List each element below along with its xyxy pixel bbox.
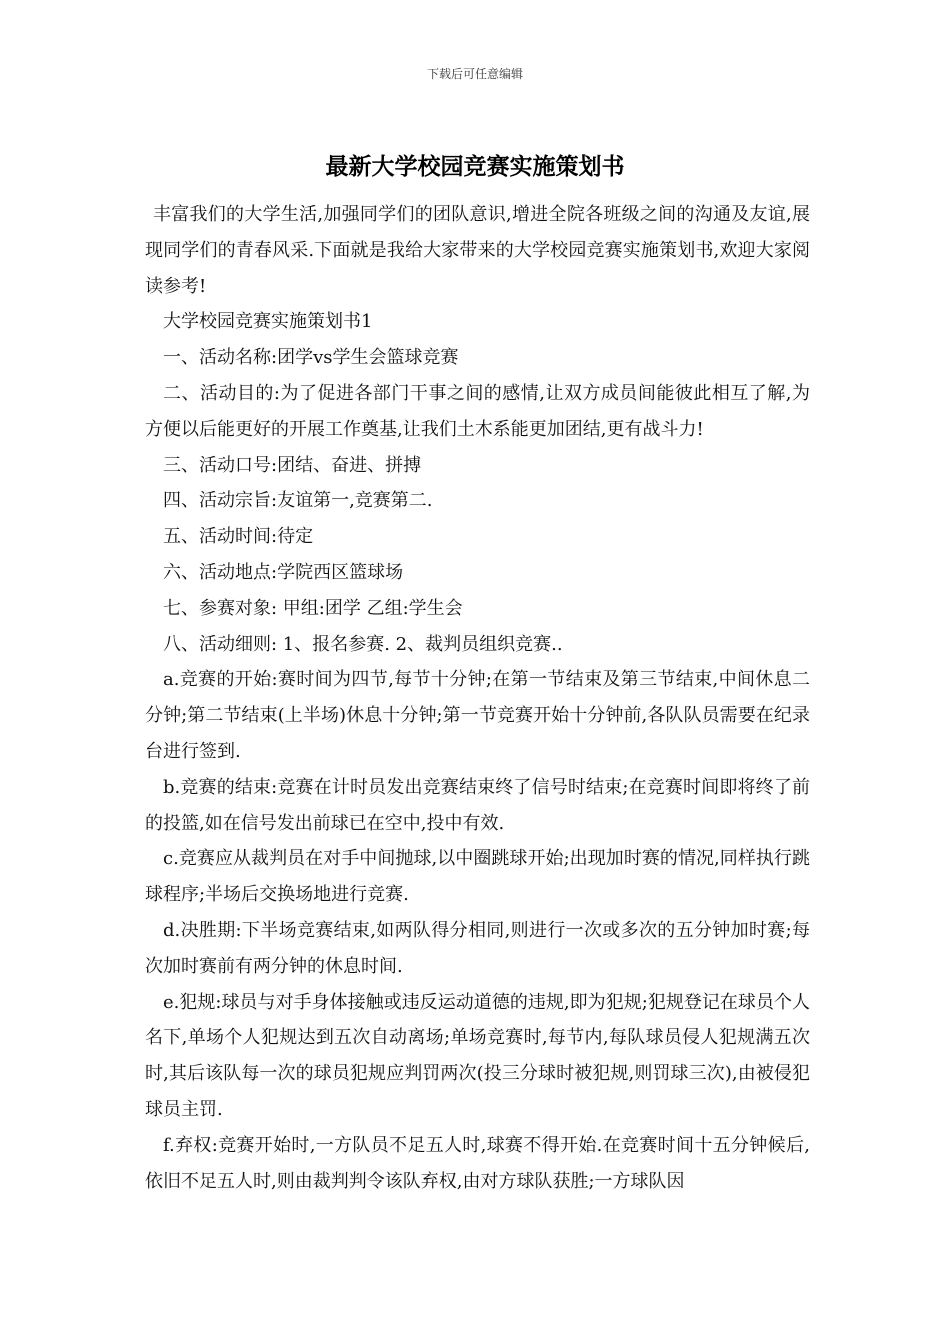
header-note: 下载后可任意编辑 xyxy=(426,67,523,81)
paragraph-rule-d: d.决胜期:下半场竞赛结束,如两队得分相同,则进行一次或多次的五分钟加时赛;每次加时赛前有两分钟的休息时间. xyxy=(145,919,810,977)
paragraph-activity-slogan: 三、活动口号:团结、奋进、拼搏 xyxy=(163,454,422,476)
paragraph-rule-c: c.竞赛应从裁判员在对手中间抛球,以中圈跳球开始;出现加时赛的情况,同样执行跳球程序;半场后交换场地进行竞赛. xyxy=(145,848,810,906)
paragraph-rule-f: f.弃权:竞赛开始时,一方队员不足五人时,球赛不得开始.在竞赛时间十五分钟候后,依旧不足五人时,则由裁判判令该队弃权,由对方球队获胜;一方球队因 xyxy=(145,1134,810,1192)
paragraph-activity-name: 一、活动名称:团学vs学生会篮球竞赛 xyxy=(163,347,459,369)
section-heading: 大学校园竞赛实施策划书1 xyxy=(163,311,373,333)
document-body xyxy=(145,197,810,1199)
paragraph-activity-time: 五、活动时间:待定 xyxy=(163,526,314,548)
paragraph-rules: 八、活动细则: 1、报名参赛. 2、裁判员组织竞赛.. xyxy=(163,633,563,655)
paragraph-activity-tenet: 四、活动宗旨:友谊第一,竞赛第二. xyxy=(163,490,433,512)
intro-paragraph: 丰富我们的大学生活,加强同学们的团队意识,增进全院各班级之间的沟通及友谊,展现同学们的青春风采.下面就是我给大家带来的大学校园竞赛实施策划书,欢迎大家阅读参考! xyxy=(145,204,810,297)
paragraph-activity-purpose: 二、活动目的:为了促进各部门干事之间的感情,让双方成员间能彼此相互了解,为方便以后能更好的开展工作奠基,让我们土木系能更加团结,更有战斗力! xyxy=(145,382,810,440)
paragraph-rule-e: e.犯规:球员与对手身体接触或违反运动道德的违规,即为犯规;犯规登记在球员个人名下,单场个人犯规达到五次自动离场;单场竞赛时,每节内,每队球员侵人犯规满五次时,其后该队每一次的球员犯规应判罚两次(投三分球时被犯规,则罚球三次),由被侵犯球员主罚. xyxy=(145,991,810,1120)
paragraph-participants: 七、参赛对象: 甲组:团学 乙组:学生会 xyxy=(163,597,463,619)
document-title: 最新大学校园竞赛实施策划书 xyxy=(325,154,625,180)
paragraph-activity-location: 六、活动地点:学院西区篮球场 xyxy=(163,561,404,583)
paragraph-rule-b: b.竞赛的结束:竞赛在计时员发出竞赛结束终了信号时结束;在竞赛时间即将终了前的投篮,如在信号发出前球已在空中,投中有效. xyxy=(145,776,810,834)
paragraph-rule-a: a.竞赛的开始:赛时间为四节,每节十分钟;在第一节结束及第三节结束,中间休息二分钟;第二节结束(上半场)休息十分钟;第一节竞赛开始十分钟前,各队队员需要在纪录台进行签到. xyxy=(145,669,810,762)
